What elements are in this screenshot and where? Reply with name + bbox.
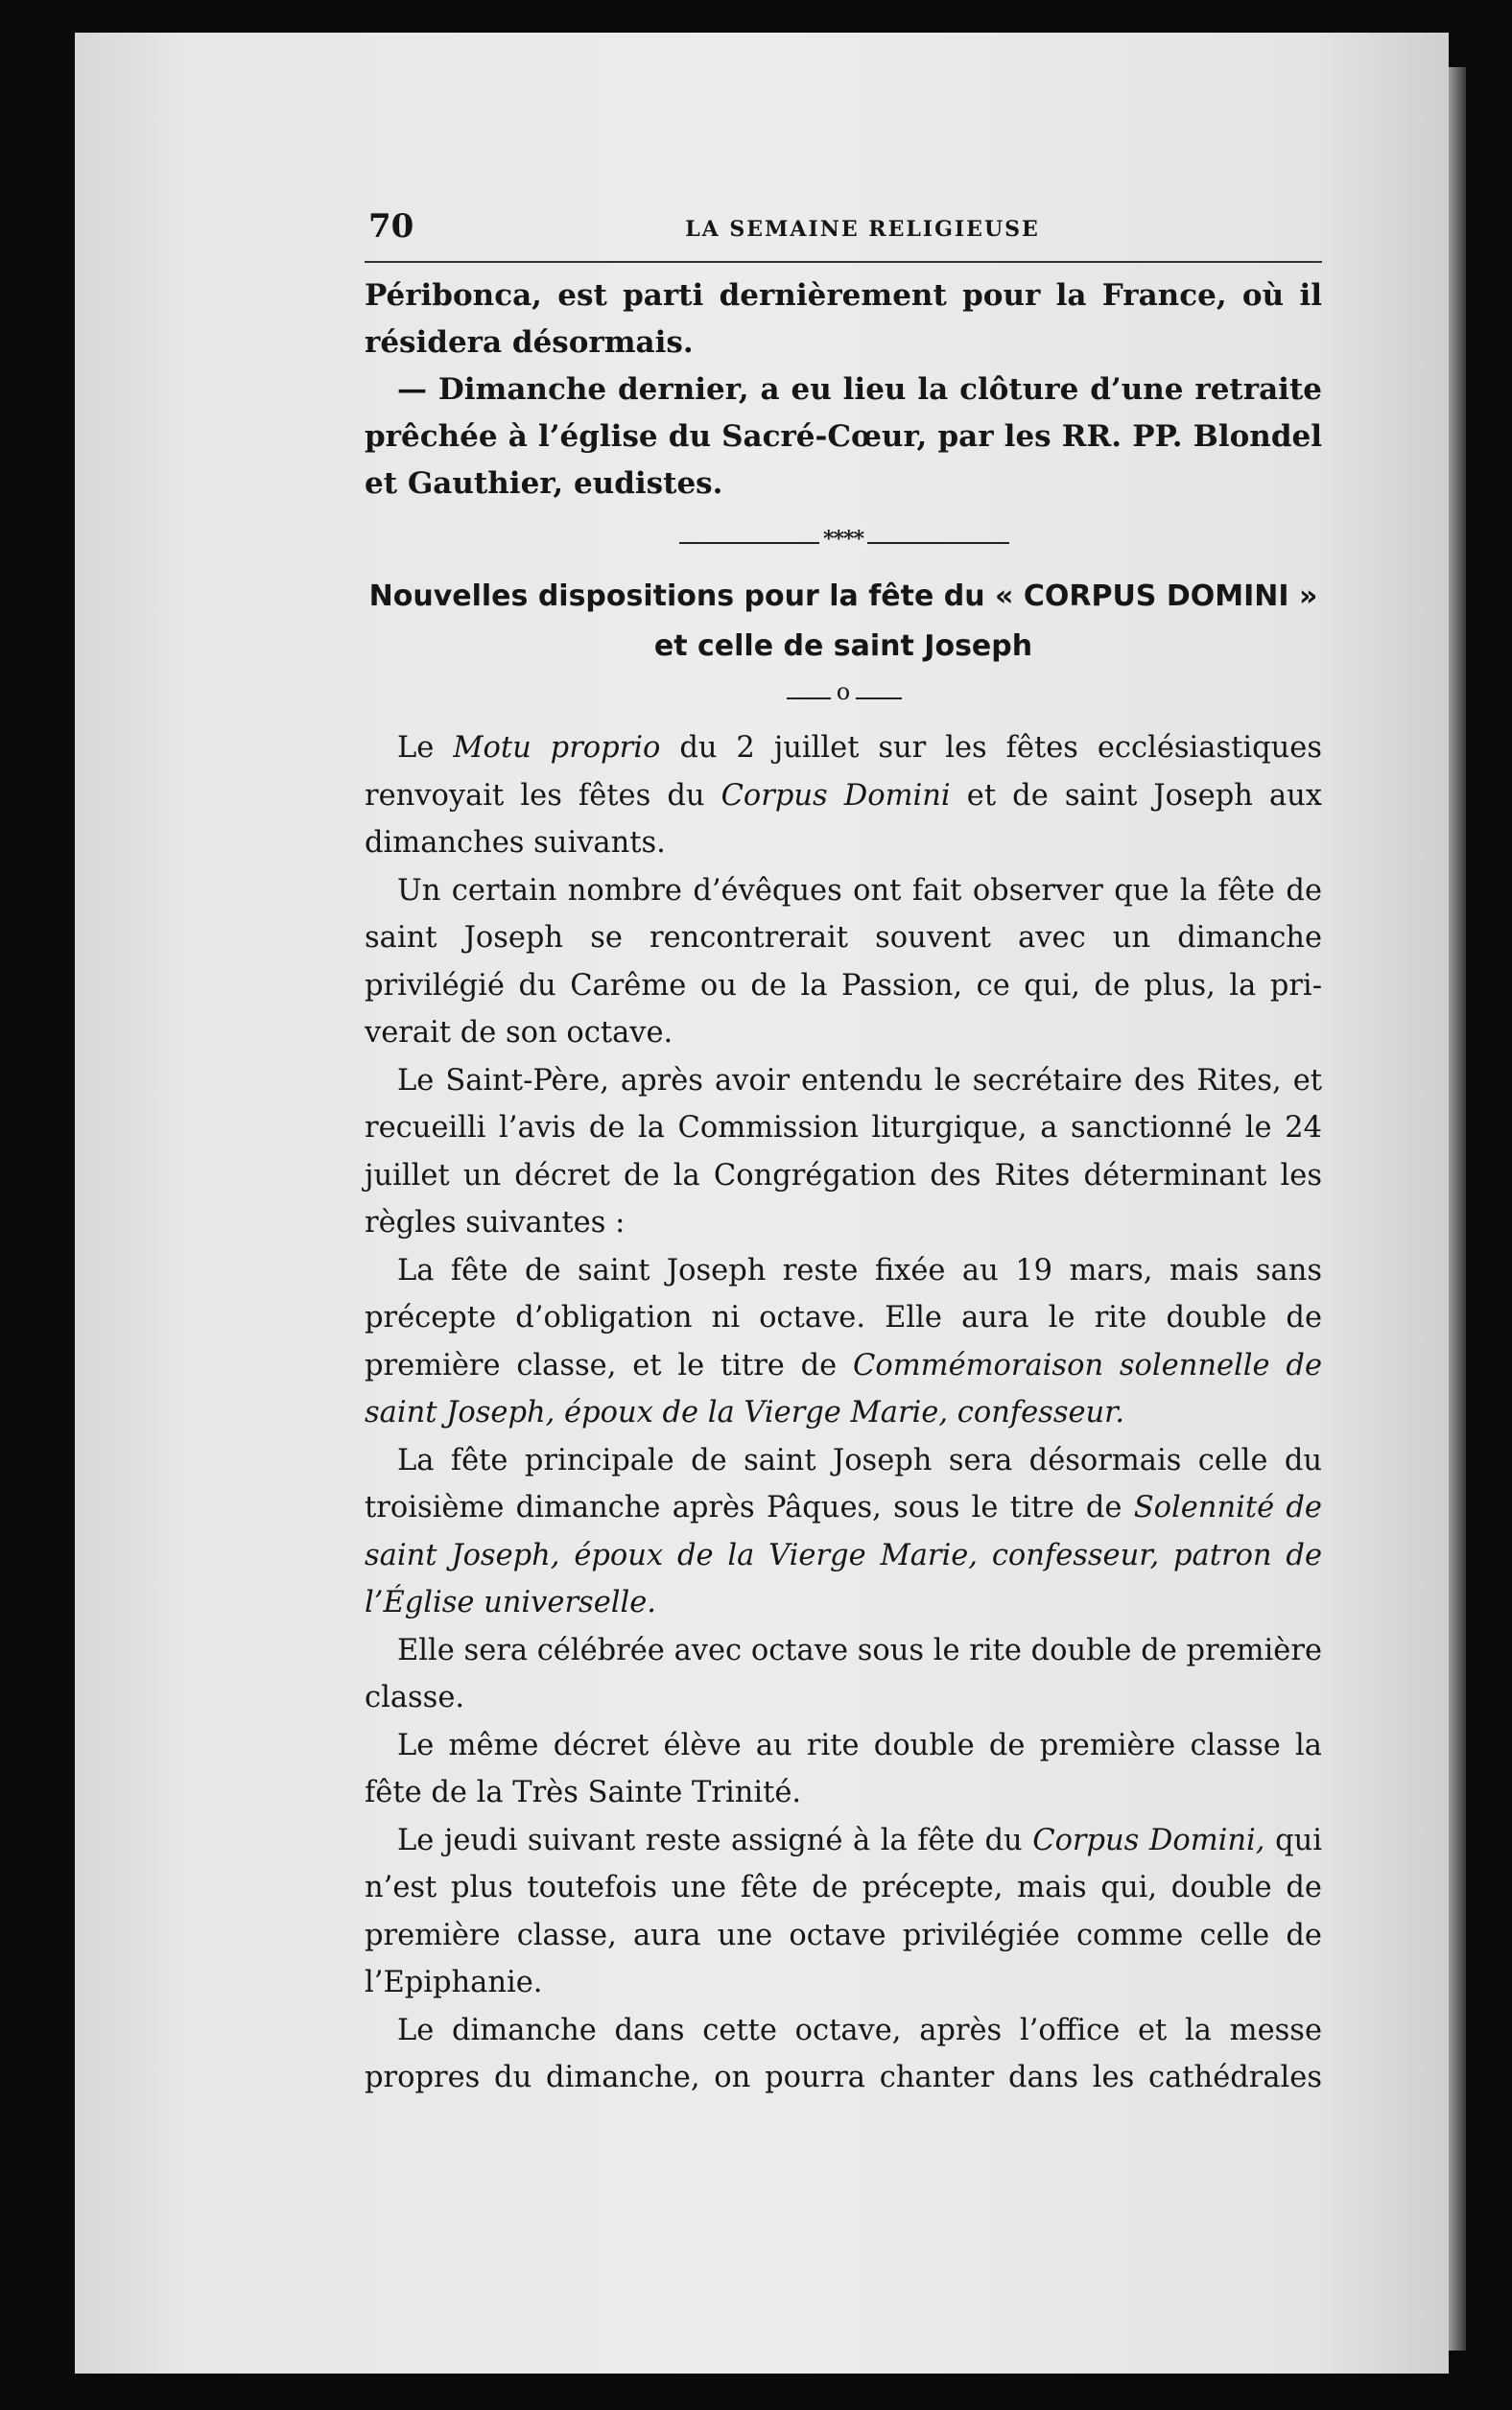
article-paragraph bbox=[365, 867, 1322, 1057]
page-content bbox=[365, 201, 1322, 2102]
title-separator bbox=[365, 676, 1322, 715]
article-paragraph bbox=[365, 1247, 1322, 1437]
intro-paragraph-2: — Dimanche dernier, a eu lieu la clôture d’une retraite prêchée à l’église du Sacré-Cœur, par les RR. PP. Blondel et Gauthier, eudistes. bbox=[365, 372, 1322, 501]
text-run: du 2 juillet sur les fêtes ecclésiastiques renvoyait les fêtes du bbox=[365, 731, 1322, 813]
separator-stars: **** bbox=[365, 527, 1322, 552]
text-run: La fête de saint Joseph reste fixée au 19 mars, mais sans précepte d’obligation ni octave. Elle aura le rite double de première classe, et le titre de bbox=[365, 1253, 1322, 1382]
article-body bbox=[365, 724, 1322, 2102]
article-paragraph bbox=[365, 724, 1322, 867]
italic-text-run: Commémoraison solennelle de saint Joseph, époux de la Vierge Marie, confesseur. bbox=[365, 1348, 1322, 1429]
intro-paragraph-1: Péribonca, est parti dernièrement pour la France, où il résidera désormais. bbox=[365, 278, 1322, 360]
text-run: Un certain nombre d’évêques ont fait observer que la fête de saint Joseph se rencontrerait souvent avec un dimanche privilégié du Carême ou de la Passion, ce qui, de plus, la priverait de son octave. bbox=[365, 873, 1322, 1050]
section-separator bbox=[365, 523, 1322, 563]
text-run: Le Saint-Père, après avoir entendu le secrétaire des Rites, et recueilli l’avis de la Commission liturgique, a sanctionné le 24 juillet un décret de la Congrégation des Rites déterminant les règles suivantes : bbox=[365, 1063, 1322, 1240]
text-run: Le même décret élève au rite double de première classe la fête de la Très Sainte Trinité. bbox=[365, 1728, 1322, 1809]
italic-text-run: Motu proprio bbox=[453, 731, 661, 765]
italic-text-run: Corpus Domini, bbox=[1032, 1823, 1265, 1857]
article-paragraph bbox=[365, 1722, 1322, 1817]
page-edge-shadow bbox=[1449, 67, 1466, 2351]
title-separator-mark: o bbox=[365, 678, 1322, 705]
text-run: La fête principale de saint Joseph sera désormais celle du troisième dimanche après Pâques, sous le titre de bbox=[365, 1443, 1322, 1524]
text-run: et de saint Joseph aux dimanches suivants. bbox=[365, 778, 1323, 860]
article-title-line2: et celle de saint Joseph bbox=[653, 629, 1033, 663]
article-paragraph bbox=[365, 1817, 1322, 2007]
article-paragraph bbox=[365, 1627, 1322, 1722]
page-number: 70 bbox=[368, 207, 414, 246]
article-title: Nouvelles dispositions pour la fête du « CORPUS DOMINI » bbox=[368, 579, 1318, 613]
italic-text-run: Corpus Domini bbox=[721, 778, 951, 813]
article-paragraph bbox=[365, 1057, 1322, 1247]
article-paragraph bbox=[365, 2007, 1322, 2102]
running-title: LA SEMAINE RELIGIEUSE bbox=[685, 217, 1040, 242]
text-run: Le dimanche dans cette octave, après l’office et la messe propres du dimanche, on pourra chanter dans les cathédrales bbox=[365, 2013, 1322, 2094]
italic-text-run: Solennité de saint Joseph, époux de la Vierge Marie, confesseur, patron de l’Église universelle. bbox=[365, 1491, 1322, 1619]
text-run: Le bbox=[397, 731, 454, 765]
text-run: qui n’est plus toutefois une fête de précepte, mais qui, double de première classe, aura une octave privilégiée comme celle de l’Epiphanie. bbox=[365, 1823, 1322, 1999]
text-run: Le jeudi suivant reste assigné à la fête du bbox=[397, 1823, 1033, 1857]
running-header bbox=[365, 201, 1322, 263]
article-paragraph bbox=[365, 1437, 1322, 1627]
text-run: Elle sera célébrée avec octave sous le rite double de première classe. bbox=[365, 1633, 1322, 1714]
